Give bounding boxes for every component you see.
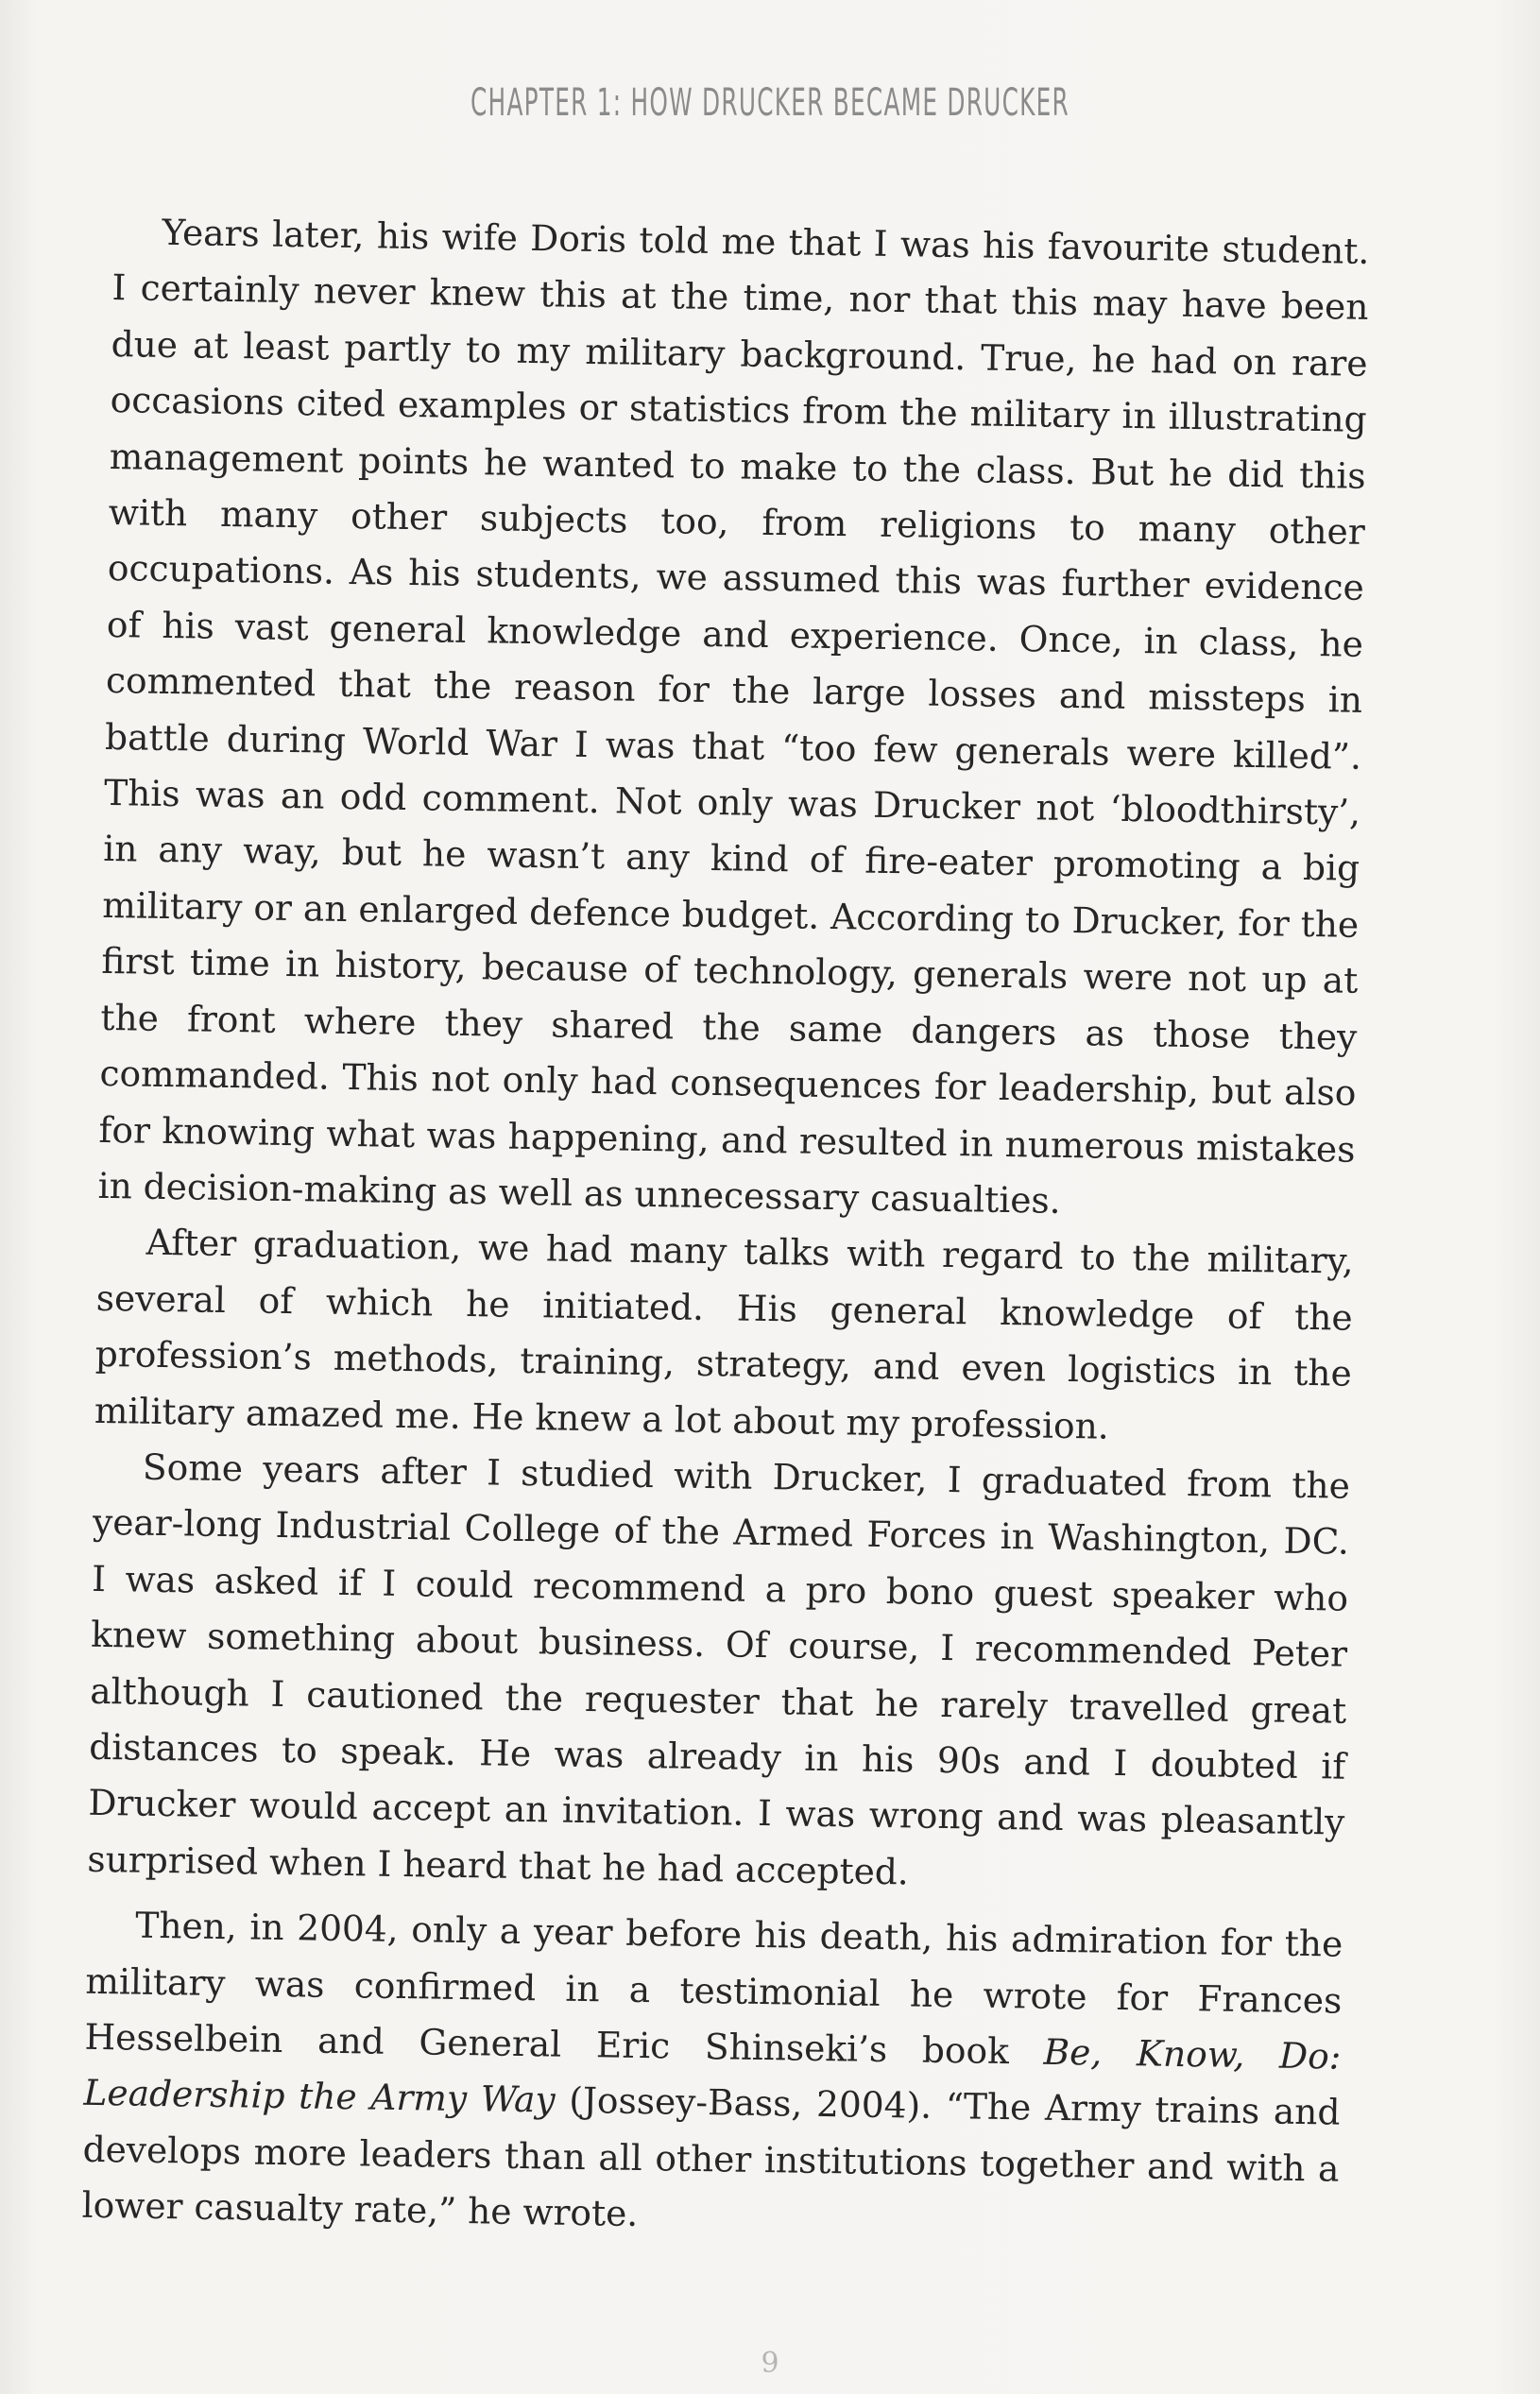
body-text [81, 204, 1370, 2253]
paragraph-3: Some years after I studied with Drucker, I graduated from the year-long Industrial College of the Armed Forces in Washington, DC. I was asked if I could recommend a pro bono guest speaker who knew something about business. Of course, I recommended Peter although I cautioned the requester that he rarely travelled great distances to speak. He was already in his 90s and I doubted if Drucker would accept an invitation. I was wrong and was pleasantly surprised when I heard that he had accepted. [87, 1445, 1351, 1893]
paragraph-4-text-before: Then, in 2004, only a year before his death, his admiration for the military was confirmed in a testimonial he wrote for Frances Hesselbein and General Eric Shinseki’s book [84, 1904, 1343, 2073]
paragraph-2: After graduation, we had many talks with regard to the military, several of which he initiated. His general knowledge of the profession’s methods, training, strategy, and even logistics in the military amazed me. He knew a lot about my profession. [94, 1221, 1354, 1447]
page-number: 9 [761, 2347, 779, 2380]
book-title: Be, Know, Do: Leadership the Army Way [83, 2030, 1342, 2121]
paragraph-1: Years later, his wife Doris told me that I was his favourite student. I certainly never knew this at the time, nor that this may have been due at least partly to my military background. True, he had on rare occasions cited examples or statistics from the military in illustrating management points he wanted to make to the class. But he did this with many other subjects too, from religions to many other occupations. As his students, we assumed this was further evidence of his vast general knowledge and experience. Once, in class, he commented that the reason for the large losses and missteps in battle during World War I was that “too few generals were killed”. This was an odd comment. Not only was Drucker not ‘bloodthirsty’, in any way, but he wasn’t any kind of fire-eater promoting a big military or an enlarged defence budget. According to Drucker, for the first time in history, because of technology, generals were not up at the front where they shared the same dangers as those they commanded. This not only had consequences for leadership, but also for knowing what was happening, and resulted in numerous mistakes in decision-making as well as unnecessary casualties. [97, 211, 1370, 1222]
paragraph-4 [81, 1897, 1343, 2253]
running-head: CHAPTER 1: HOW DRUCKER BECAME DRUCKER [470, 81, 1070, 125]
paragraph-4-text-after: (Jossey-Bass, 2004). “The Army trains and develops more leaders than all other institutions together and with a lower casualty rate,” he wrote. [81, 2079, 1341, 2235]
